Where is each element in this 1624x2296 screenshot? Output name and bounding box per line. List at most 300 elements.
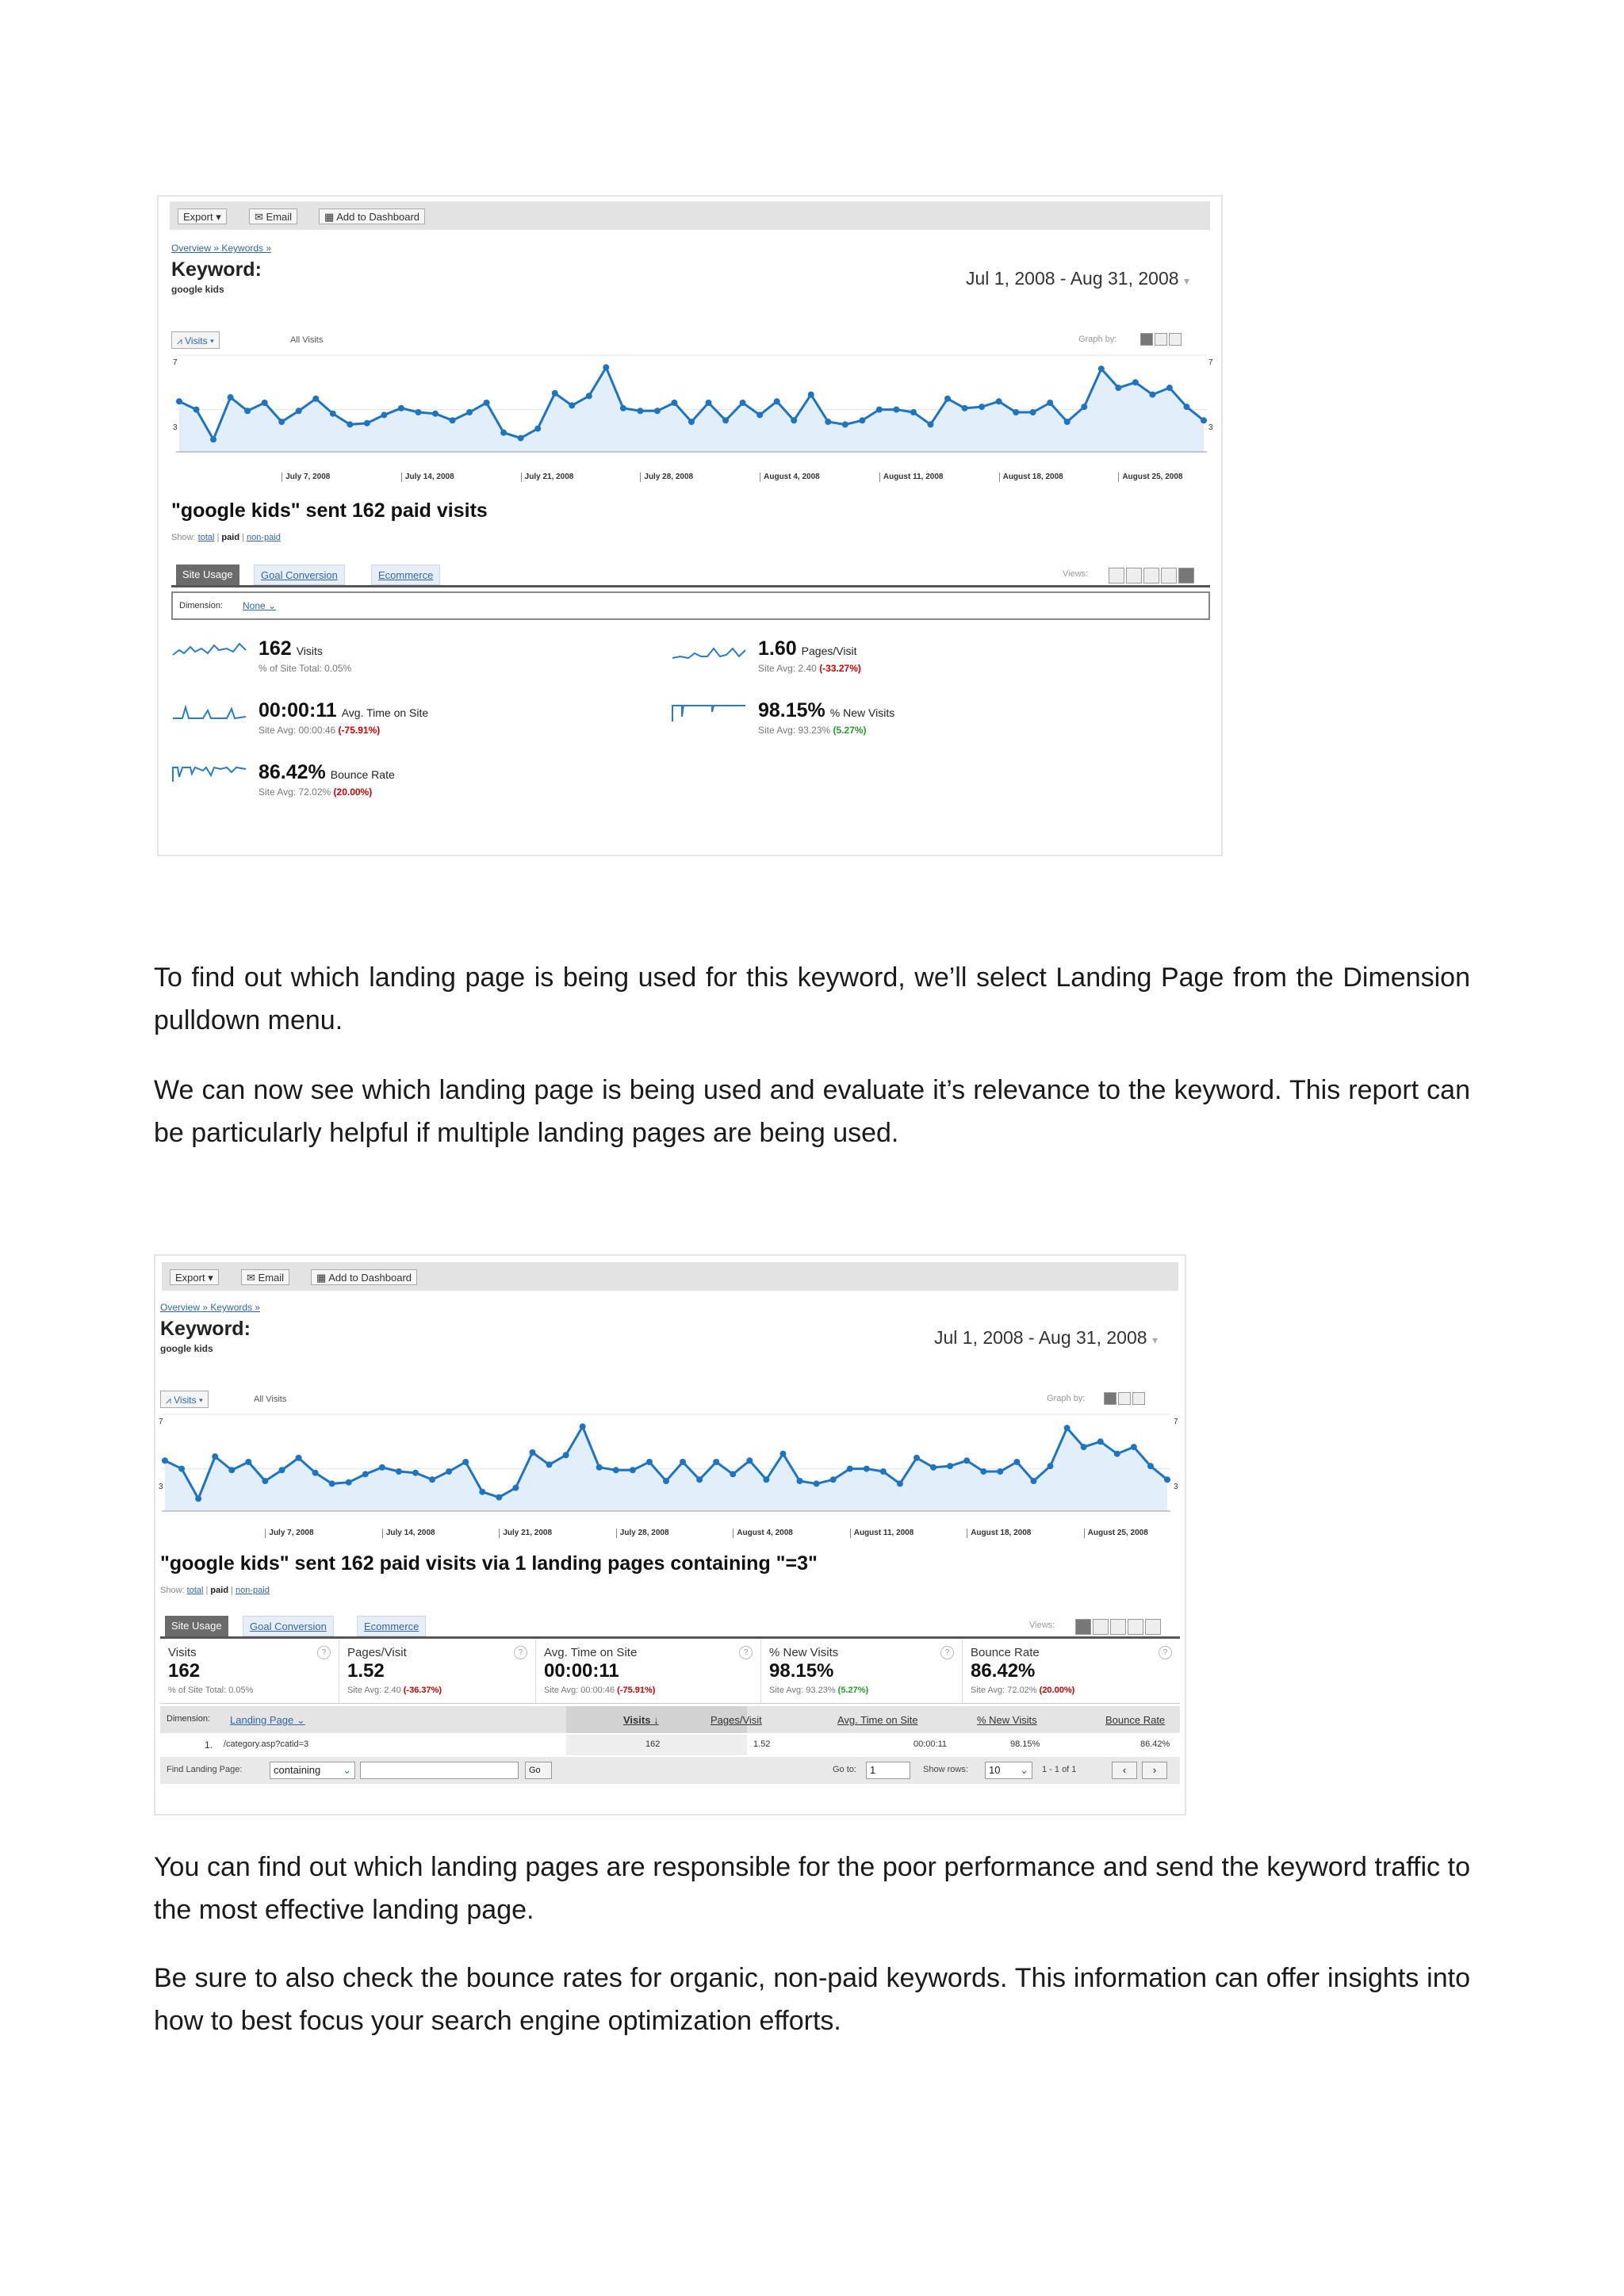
chevron-down-icon: ⌄ <box>268 600 277 611</box>
view-comparison-icon[interactable] <box>1128 1619 1143 1635</box>
dimension-dropdown[interactable]: None ⌄ <box>243 600 277 611</box>
pages-visit-label: Pages/Visit <box>801 645 857 657</box>
graph-by-label: Graph by: <box>1047 1394 1086 1403</box>
table-footer <box>160 1757 1180 1784</box>
next-page-button[interactable]: › <box>1142 1762 1167 1779</box>
table-row[interactable] <box>160 1735 1180 1755</box>
bounce-rate-label: Bounce Rate <box>330 768 395 781</box>
data-point[interactable] <box>914 1455 920 1461</box>
data-point[interactable] <box>381 411 387 418</box>
data-point[interactable] <box>212 1453 218 1460</box>
data-point[interactable] <box>830 1476 837 1483</box>
bounce-rate-value: 86.42% <box>259 761 326 783</box>
summary-cell-pages-visit <box>339 1640 536 1703</box>
data-point[interactable] <box>195 1495 201 1502</box>
toolbar <box>162 1262 1178 1291</box>
data-point[interactable] <box>864 1466 870 1472</box>
breadcrumb[interactable]: Overview » Keywords » <box>160 1302 261 1313</box>
data-point[interactable] <box>1047 400 1053 406</box>
data-point[interactable] <box>613 1467 619 1473</box>
data-point[interactable] <box>244 408 251 414</box>
cell-delta: (-75.91%) <box>617 1686 656 1695</box>
data-point[interactable] <box>346 1479 352 1486</box>
cell-sub: % of Site Total: 0.05% <box>168 1686 254 1695</box>
data-point[interactable] <box>518 435 524 442</box>
data-point[interactable] <box>603 364 609 370</box>
data-point[interactable] <box>1013 409 1019 415</box>
x-tick-label: July 28, 2008 <box>616 1529 669 1538</box>
data-point[interactable] <box>178 1466 185 1472</box>
x-axis-labels <box>162 1529 1170 1540</box>
data-point[interactable] <box>330 411 336 417</box>
data-point[interactable] <box>466 409 473 415</box>
containing-select[interactable]: containing ⌄ <box>270 1762 355 1779</box>
export-button[interactable]: Export ▾ <box>178 209 227 224</box>
views-label: Views: <box>1063 569 1089 579</box>
tab-site-usage[interactable]: Site Usage <box>165 1616 228 1636</box>
cell-sub: Site Avg: 72.02% <box>971 1686 1037 1695</box>
x-tick-label: July 28, 2008 <box>640 473 693 482</box>
data-point[interactable] <box>563 1452 569 1458</box>
data-point[interactable] <box>396 1468 402 1475</box>
x-tick-label: July 7, 2008 <box>282 473 330 482</box>
data-point[interactable] <box>654 408 661 414</box>
data-point[interactable] <box>484 400 490 406</box>
data-point[interactable] <box>947 1463 953 1469</box>
data-point[interactable] <box>245 1459 251 1465</box>
data-point[interactable] <box>774 398 780 404</box>
tab-underline <box>171 585 1210 587</box>
cell-label: Bounce Rate <box>971 1646 1040 1659</box>
data-point[interactable] <box>1098 365 1105 372</box>
data-point[interactable] <box>930 1464 936 1471</box>
view-performance-icon[interactable] <box>1143 568 1159 584</box>
data-point[interactable] <box>364 420 370 427</box>
data-point[interactable] <box>228 394 234 400</box>
toolbar <box>170 201 1210 230</box>
show-nonpaid-link[interactable]: non-paid <box>247 533 281 542</box>
show-filter: Show: total | paid | non-paid <box>160 1586 270 1595</box>
data-point[interactable] <box>814 1480 820 1487</box>
data-point[interactable] <box>1183 404 1189 410</box>
data-point[interactable] <box>910 409 917 415</box>
data-point[interactable] <box>1064 419 1071 425</box>
data-point[interactable] <box>529 1449 535 1456</box>
data-point[interactable] <box>580 1423 586 1429</box>
data-point[interactable] <box>278 419 285 425</box>
y-axis-mid-left: 3 <box>173 423 178 432</box>
tab-goal-conversion[interactable]: Goal Conversion <box>243 1616 334 1636</box>
keyword-subtitle: google kids <box>160 1343 213 1354</box>
show-total-link[interactable]: total <box>197 533 215 542</box>
data-point[interactable] <box>927 421 933 427</box>
screenshot-landing-page-report <box>154 1254 1186 1816</box>
sort-arrow-icon: ↓ <box>653 1714 659 1726</box>
data-point[interactable] <box>620 405 626 411</box>
paragraph-1: To find out which landing page is being used for this keyword, we’ll select Landing Page from the Dimension pulldown menu. <box>154 962 1470 1035</box>
data-point[interactable] <box>1131 1444 1137 1450</box>
data-point[interactable] <box>1147 1463 1154 1469</box>
tab-goal-conversion[interactable]: Goal Conversion <box>254 564 345 585</box>
table-header <box>160 1706 1180 1733</box>
avg-time-sparkline <box>171 701 247 723</box>
y-axis-mid-right: 3 <box>1174 1483 1178 1491</box>
data-point[interactable] <box>496 1494 502 1501</box>
metric-bounce-rate <box>171 761 647 801</box>
data-point[interactable] <box>696 1476 703 1483</box>
cell-value: 162 <box>168 1660 201 1682</box>
cell-value: 86.42% <box>971 1660 1036 1682</box>
cell-delta: (5.27%) <box>837 1686 869 1695</box>
data-point[interactable] <box>1097 1438 1104 1445</box>
avg-time-sub: Site Avg: 00:00:46 <box>259 725 336 736</box>
show-paid-link[interactable]: paid <box>221 533 240 542</box>
data-point[interactable] <box>569 402 575 408</box>
data-point[interactable] <box>1030 409 1036 415</box>
new-visits-sparkline <box>671 701 747 723</box>
data-point[interactable] <box>1114 1451 1120 1457</box>
pages-visit-delta: (-33.27%) <box>819 663 861 674</box>
dimension-bar <box>171 591 1210 620</box>
data-point[interactable] <box>546 1461 553 1468</box>
show-filter: Show: total | paid | non-paid <box>171 533 281 542</box>
column-header-pages-visit[interactable]: Pages/Visit <box>710 1714 762 1726</box>
chevron-down-icon: ▾ <box>1151 1334 1158 1346</box>
data-point[interactable] <box>415 409 421 415</box>
view-trend-icon[interactable] <box>1178 568 1194 584</box>
data-point[interactable] <box>1164 1476 1170 1483</box>
add-to-dashboard-button[interactable]: ▦ Add to Dashboard <box>311 1269 417 1285</box>
email-button[interactable]: ✉ Email <box>249 209 297 224</box>
show-nonpaid-link[interactable]: non-paid <box>236 1586 270 1595</box>
dashboard-icon: ▦ <box>316 1272 327 1284</box>
data-point[interactable] <box>398 405 404 411</box>
x-tick-label: August 4, 2008 <box>760 473 820 482</box>
data-point[interactable] <box>859 417 865 423</box>
data-point[interactable] <box>756 411 763 418</box>
data-point[interactable] <box>797 1478 803 1484</box>
add-to-dashboard-button[interactable]: ▦ Add to Dashboard <box>319 209 425 224</box>
data-point[interactable] <box>450 417 456 423</box>
data-point[interactable] <box>637 408 643 414</box>
data-point[interactable] <box>1013 1459 1020 1465</box>
tab-ecommerce[interactable]: Ecommerce <box>357 1616 426 1636</box>
x-tick-label: August 4, 2008 <box>733 1529 793 1538</box>
data-point[interactable] <box>479 1489 485 1495</box>
data-point[interactable] <box>997 1468 1003 1475</box>
data-point[interactable] <box>1081 404 1087 410</box>
data-point[interactable] <box>1149 392 1155 398</box>
page-title: Keyword: <box>171 258 262 281</box>
paragraph-2: We can now see which landing page is being used and evaluate it’s relevance to the keyword. This report can be particularly helpful if multiple landing pages are being used. <box>154 1075 1470 1148</box>
summary-heading: "google kids" sent 162 paid visits <box>171 499 488 522</box>
graph-by-week-button[interactable] <box>1155 333 1167 346</box>
data-point[interactable] <box>412 1470 419 1476</box>
avg-time-delta: (-75.91%) <box>338 725 381 736</box>
cell-value: 1.52 <box>347 1660 385 1682</box>
chevron-down-icon: ⌄ <box>343 1764 351 1776</box>
x-tick-label: August 18, 2008 <box>999 473 1063 482</box>
cell-label: % New Visits <box>769 1646 839 1659</box>
help-icon[interactable]: ? <box>739 1646 753 1659</box>
visits-sparkline <box>171 639 247 661</box>
cell-delta: (-36.37%) <box>403 1686 442 1695</box>
row-bounce-rate: 86.42% <box>1140 1739 1170 1749</box>
new-visits-delta: (5.27%) <box>833 725 867 736</box>
data-point[interactable] <box>671 400 677 406</box>
chevron-down-icon: ⌄ <box>296 1714 305 1726</box>
data-point[interactable] <box>680 1459 686 1465</box>
data-point[interactable] <box>646 1459 653 1465</box>
cell-sub: Site Avg: 2.40 <box>347 1686 401 1695</box>
data-point[interactable] <box>596 1464 603 1471</box>
help-icon[interactable]: ? <box>940 1646 954 1659</box>
data-point[interactable] <box>262 1478 268 1484</box>
data-point[interactable] <box>1064 1425 1071 1431</box>
data-point[interactable] <box>278 1467 285 1473</box>
data-point[interactable] <box>963 1457 970 1464</box>
metric-pages-visit <box>671 637 1147 677</box>
data-point[interactable] <box>193 407 200 413</box>
x-tick-label: July 7, 2008 <box>265 1529 313 1538</box>
graph-by-week-button[interactable] <box>1118 1392 1131 1405</box>
visits-value: 162 <box>259 637 292 660</box>
avg-time-label: Avg. Time on Site <box>341 706 429 719</box>
dashboard-icon: ▦ <box>324 211 335 223</box>
data-point[interactable] <box>162 1457 168 1464</box>
help-icon[interactable]: ? <box>317 1646 331 1659</box>
row-index: 1. <box>205 1739 213 1751</box>
data-point[interactable] <box>362 1471 369 1477</box>
view-trend-icon[interactable] <box>1145 1619 1161 1635</box>
graph-by-day-button[interactable] <box>1104 1392 1116 1405</box>
summary-metrics-grid <box>160 1640 1180 1704</box>
column-header-avg-time[interactable]: Avg. Time on Site <box>837 1714 918 1726</box>
cell-value: 00:00:11 <box>544 1660 619 1682</box>
data-point[interactable] <box>347 421 353 427</box>
data-point[interactable] <box>1166 385 1173 391</box>
data-point[interactable] <box>429 1476 435 1483</box>
data-point[interactable] <box>534 426 541 432</box>
data-point[interactable] <box>296 1455 302 1461</box>
data-point[interactable] <box>746 1457 753 1464</box>
y-axis-max-right: 7 <box>1174 1418 1178 1426</box>
data-point[interactable] <box>500 430 507 436</box>
date-range-selector[interactable]: Jul 1, 2008 - Aug 31, 2008 ▾ <box>966 268 1189 289</box>
data-point[interactable] <box>730 1471 736 1477</box>
page-title: Keyword: <box>160 1318 251 1340</box>
data-point[interactable] <box>176 398 182 404</box>
visits-sub: % of Site Total: 0.05% <box>259 663 352 674</box>
chevron-down-icon: ⌄ <box>1020 1764 1028 1776</box>
breadcrumb[interactable]: Overview » Keywords » <box>171 243 272 254</box>
data-point[interactable] <box>512 1485 519 1491</box>
x-tick-label: July 21, 2008 <box>521 473 574 482</box>
data-point[interactable] <box>586 392 592 399</box>
column-header-visits[interactable]: Visits ↓ <box>623 1714 659 1726</box>
data-point[interactable] <box>893 407 899 413</box>
data-point[interactable] <box>329 1480 335 1487</box>
show-rows-select[interactable]: 10 ⌄ <box>985 1762 1032 1779</box>
view-performance-icon[interactable] <box>1110 1619 1126 1635</box>
tab-ecommerce[interactable]: Ecommerce <box>371 564 440 585</box>
data-point[interactable] <box>996 398 1002 404</box>
data-point[interactable] <box>763 1476 769 1483</box>
data-point[interactable] <box>688 419 695 425</box>
go-button[interactable]: Go <box>525 1762 552 1779</box>
data-point[interactable] <box>722 417 729 423</box>
row-avg-time: 00:00:11 <box>914 1739 948 1749</box>
tab-underline <box>160 1636 1180 1639</box>
data-point[interactable] <box>379 1464 385 1471</box>
summary-cell-visits <box>160 1640 339 1703</box>
graph-by-month-button[interactable] <box>1169 333 1182 346</box>
data-point[interactable] <box>825 419 831 425</box>
data-point[interactable] <box>847 1466 853 1472</box>
goto-input[interactable]: 1 <box>866 1762 910 1779</box>
y-axis-max-right: 7 <box>1208 358 1213 367</box>
landing-page-link[interactable]: /category.asp?catid=3 <box>224 1739 309 1749</box>
help-icon[interactable]: ? <box>514 1646 527 1659</box>
graph-by-month-button[interactable] <box>1132 1392 1145 1405</box>
data-point[interactable] <box>1048 1463 1054 1469</box>
dimension-dropdown[interactable]: Landing Page ⌄ <box>230 1714 305 1726</box>
y-axis-mid-left: 3 <box>159 1483 163 1491</box>
cell-sub: Site Avg: 00:00:46 <box>544 1686 615 1695</box>
tab-site-usage[interactable]: Site Usage <box>176 564 239 585</box>
show-paid-link[interactable]: paid <box>210 1586 229 1595</box>
all-visits-label: All Visits <box>290 335 324 345</box>
x-tick-label: July 14, 2008 <box>382 1529 435 1538</box>
y-axis-max-left: 7 <box>173 358 178 367</box>
data-point[interactable] <box>1201 417 1207 423</box>
find-input[interactable] <box>360 1762 519 1779</box>
row-pages-visit: 1.52 <box>753 1739 771 1749</box>
data-point[interactable] <box>876 407 883 413</box>
data-point[interactable] <box>842 421 848 427</box>
data-point[interactable] <box>808 392 814 398</box>
visits-line-chart <box>176 352 1207 453</box>
summary-cell-bounce-rate <box>963 1640 1180 1703</box>
view-comparison-icon[interactable] <box>1161 568 1177 584</box>
new-visits-value: 98.15% <box>758 699 825 721</box>
goto-label: Go to: <box>833 1765 856 1774</box>
view-table-icon[interactable] <box>1109 568 1124 584</box>
data-point[interactable] <box>312 1470 319 1476</box>
x-tick-label: August 25, 2008 <box>1084 1529 1148 1538</box>
data-point[interactable] <box>1081 1444 1087 1450</box>
help-icon[interactable]: ? <box>1159 1646 1172 1659</box>
data-point[interactable] <box>1132 379 1139 385</box>
x-tick-label: August 25, 2008 <box>1118 473 1182 482</box>
find-landing-page-label: Find Landing Page: <box>167 1765 243 1774</box>
view-pie-icon[interactable] <box>1093 1619 1109 1635</box>
keyword-subtitle: google kids <box>171 284 224 295</box>
envelope-icon: ✉ <box>247 1272 255 1284</box>
x-tick-label: July 14, 2008 <box>401 473 454 482</box>
data-point[interactable] <box>1115 385 1121 391</box>
data-point[interactable] <box>897 1480 903 1487</box>
export-button[interactable]: Export ▾ <box>170 1269 219 1285</box>
data-point[interactable] <box>262 400 268 406</box>
view-table-icon[interactable] <box>1075 1619 1091 1635</box>
avg-time-value: 00:00:11 <box>259 699 337 721</box>
pages-visit-sub: Site Avg: 2.40 <box>758 663 817 674</box>
summary-cell-avg-time <box>536 1640 761 1703</box>
data-point[interactable] <box>962 405 968 411</box>
visits-line-chart <box>162 1411 1170 1513</box>
screenshot-keyword-report <box>157 195 1223 856</box>
visits-label: Visits <box>296 645 323 657</box>
cell-value: 98.15% <box>769 1660 834 1682</box>
data-point[interactable] <box>1030 1478 1036 1484</box>
cell-label: Avg. Time on Site <box>544 1646 638 1659</box>
date-range-selector[interactable]: Jul 1, 2008 - Aug 31, 2008 ▾ <box>934 1327 1158 1348</box>
bounce-rate-sparkline <box>171 763 247 785</box>
bounce-rate-sub: Site Avg: 72.02% <box>259 786 331 798</box>
new-visits-sub: Site Avg: 93.23% <box>758 725 831 736</box>
data-point[interactable] <box>210 436 216 442</box>
data-point[interactable] <box>663 1478 669 1484</box>
x-tick-label: August 11, 2008 <box>879 473 944 482</box>
visits-metric-dropdown[interactable]: ⩘ Visits ▾ <box>171 331 220 349</box>
graph-by-day-button[interactable] <box>1140 333 1153 346</box>
prev-page-button[interactable]: ‹ <box>1112 1762 1137 1779</box>
envelope-icon: ✉ <box>255 211 263 223</box>
graph-by-label: Graph by: <box>1078 335 1117 344</box>
view-pie-icon[interactable] <box>1126 568 1142 584</box>
data-point[interactable] <box>706 400 712 406</box>
cell-delta: (20.00%) <box>1039 1686 1075 1695</box>
dimension-label: Dimension: <box>167 1714 211 1724</box>
metric-new-visits <box>671 699 1147 739</box>
summary-cell-new-visits <box>761 1640 963 1703</box>
data-point[interactable] <box>979 404 985 410</box>
data-point[interactable] <box>880 1468 887 1475</box>
x-tick-label: August 18, 2008 <box>967 1529 1031 1538</box>
data-point[interactable] <box>296 408 302 414</box>
show-total-link[interactable]: total <box>186 1586 204 1595</box>
data-point[interactable] <box>432 411 439 417</box>
summary-heading: "google kids" sent 162 paid visits via 1 landing pages containing "=3" <box>160 1552 818 1575</box>
paragraph-3: You can find out which landing pages are responsible for the poor performance and send the keyword traffic to the most effective landing page. <box>154 1852 1470 1925</box>
all-visits-label: All Visits <box>254 1395 287 1404</box>
data-point[interactable] <box>630 1467 636 1473</box>
data-point[interactable] <box>980 1468 986 1475</box>
data-point[interactable] <box>791 417 797 423</box>
email-button[interactable]: ✉ Email <box>241 1269 289 1285</box>
column-header-new-visits[interactable]: % New Visits <box>977 1714 1037 1726</box>
bounce-rate-delta: (20.00%) <box>333 786 373 798</box>
data-point[interactable] <box>779 1451 786 1457</box>
pages-visit-value: 1.60 <box>758 637 797 660</box>
row-visits: 162 <box>645 1739 661 1749</box>
column-header-bounce-rate[interactable]: Bounce Rate <box>1105 1714 1166 1726</box>
data-point[interactable] <box>446 1468 452 1475</box>
visits-metric-dropdown[interactable]: ⩘ Visits ▾ <box>160 1391 209 1408</box>
data-point[interactable] <box>228 1467 235 1473</box>
data-point[interactable] <box>552 390 558 396</box>
x-tick-label: August 11, 2008 <box>850 1529 914 1538</box>
views-label: Views: <box>1029 1621 1055 1630</box>
data-point[interactable] <box>713 1459 719 1465</box>
data-point[interactable] <box>462 1459 469 1465</box>
data-point[interactable] <box>312 396 319 402</box>
data-point[interactable] <box>944 396 951 402</box>
pagination-range: 1 - 1 of 1 <box>1042 1765 1077 1774</box>
metric-visits <box>171 637 647 677</box>
data-point[interactable] <box>740 400 746 406</box>
